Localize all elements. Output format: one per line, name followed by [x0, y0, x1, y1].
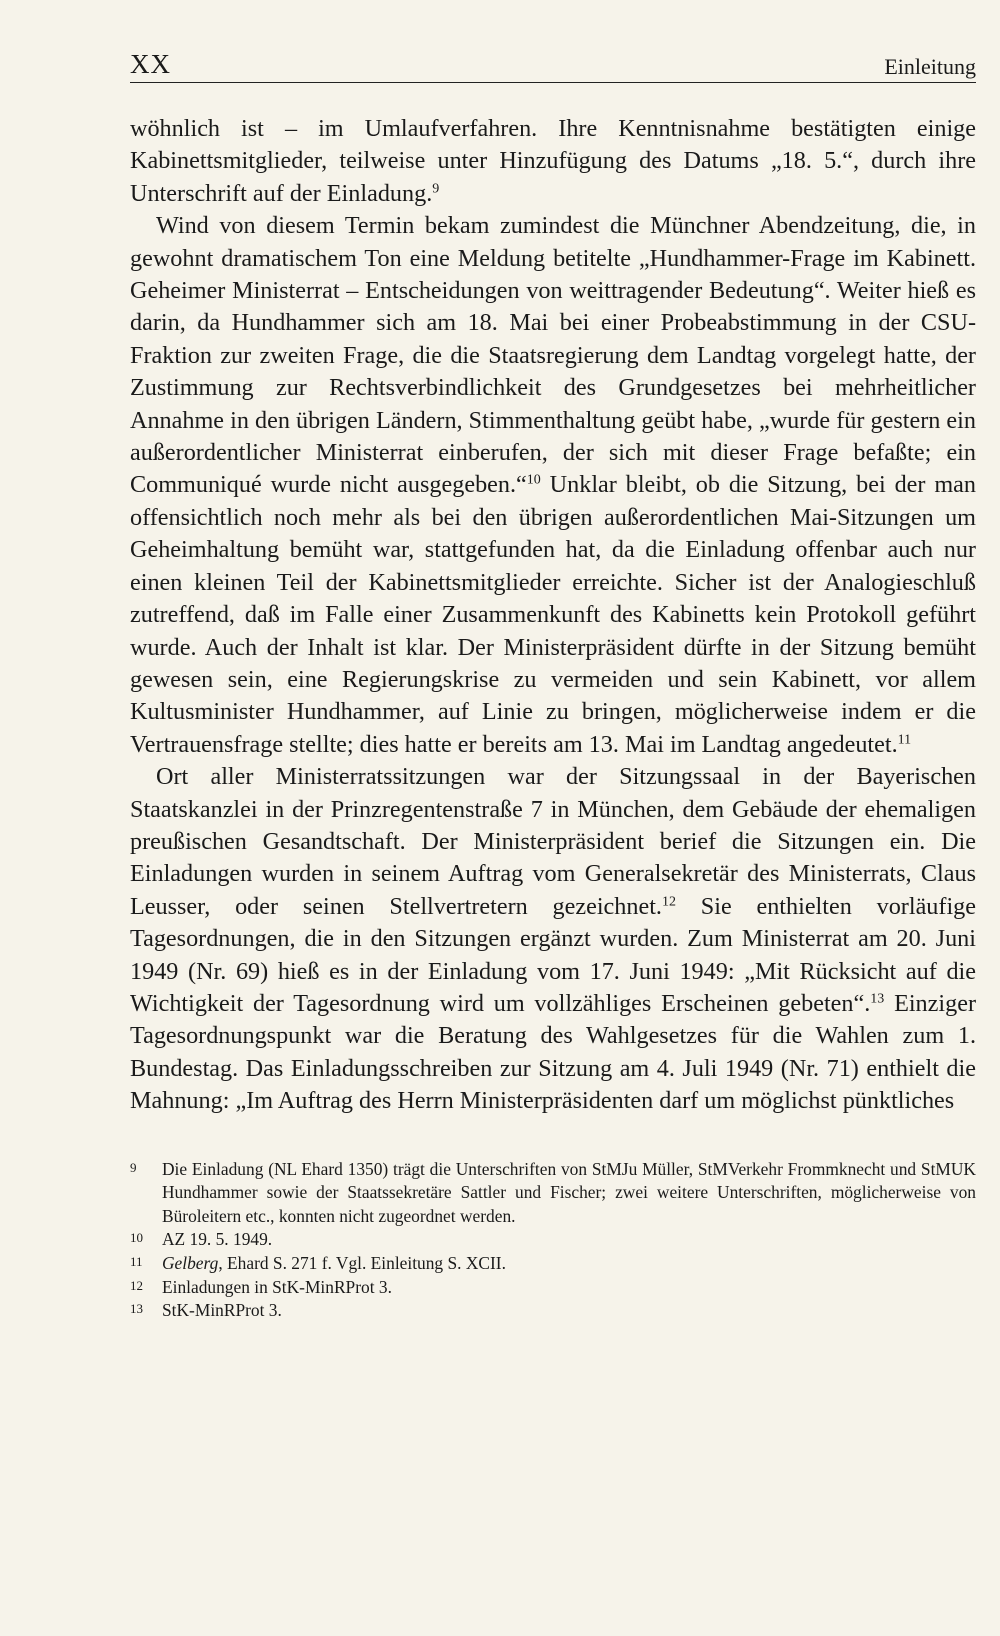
- footnote-ref[interactable]: 12: [661, 894, 676, 910]
- paragraph: [130, 761, 976, 1117]
- paragraph: [130, 210, 976, 761]
- paragraph-text: Ort aller Ministerratssitzungen war der Sitzungssaal in der Bayerischen Staatskanzlei in der Prinzregentenstraße 7 in München, dem Gebäude der ehemaligen preußischen Gesandtschaft. Der Ministerpräsident berief die Sitzungen ein. Die Einladungen wurden in seinem Auftrag vom Generalsekretär des Ministerrats, Claus Leusser, oder seinen Stellvertretern gezeichnet.: [130, 763, 976, 920]
- paragraph-text: Sie enthielten vorläufige Tagesordnungen, die in den Sitzungen ergänzt wurden. Zum Ministerrat am 20. Juni 1949 (Nr. 69) hieß es in der Einladung vom 17. Juni 1949: „Mit Rücksicht auf die Wichtigkeit der Tagesordnung wird um vollzähliges Erscheinen gebeten“.: [130, 892, 976, 1017]
- footnote-number: 10: [130, 1230, 143, 1246]
- paragraph-text: wöhnlich ist – im Umlaufverfahren. Ihre Kenntnisnahme bestätigten einige Kabinettsmitglieder, teilweise unter Hinzufügung des Datums „18. 5.“, durch ihre Unterschrift auf der Einladung.: [130, 115, 976, 207]
- footnote: [130, 1252, 976, 1276]
- paragraph-text: Einziger Tagesordnungspunkt war die Beratung des Wahlgesetzes für die Wahlen zum 1. Bundestag. Das Einladungsschreiben zur Sitzung am 4. Juli 1949 (Nr. 71) enthielt die Mahnung: „Im Auftrag des Herrn Ministerpräsidenten darf um möglichst pünktliches: [130, 989, 976, 1115]
- footnote-text: Die Einladung (NL Ehard 1350) trägt die Unterschriften von StMJu Müller, StMVerkehr Frommknecht und StMUK Hundhammer sowie der Staatssekretäre Sattler und Fischer; zwei weitere Unterschriften, möglicherweise von Büroleitern etc., konnten nicht zugeordnet werden.: [162, 1158, 976, 1226]
- body-text: [130, 113, 976, 1118]
- page: [130, 44, 976, 1323]
- paragraph-text: Wind von diesem Termin bekam zumindest die Münchner Abendzeitung, die, in gewohnt dramatischem Ton eine Meldung betitelte „Hundhammer-Frage im Kabinett. Geheimer Ministerrat – Entscheidungen von weittragender Bedeutung“. Weiter hieß es darin, da Hundhammer sich am 18. Mai bei einer Probeabstimmung in der CSU-Fraktion zur zweiten Frage, die die Staatsregierung dem Landtag vorgelegt hatte, der Zustimmung zur Rechtsverbindlichkeit des Grundgesetzes bei mehrheitlicher Annahme in den übrigen Ländern, Stimmenthaltung geübt habe, „wurde für gestern ein außerordentlicher Ministerrat einberufen, der sich mit dieser Frage befaßte; ein Communiqué wurde nicht ausgegeben.“: [130, 212, 976, 499]
- section-title: Einleitung: [884, 54, 976, 79]
- footnote-number: 11: [130, 1253, 143, 1269]
- footnotes: [130, 1158, 976, 1323]
- footnote-author: Gelberg: [162, 1252, 219, 1273]
- footnote-number: 13: [130, 1301, 143, 1317]
- footnote-ref[interactable]: 11: [897, 732, 912, 748]
- paragraph: [130, 113, 976, 210]
- footnote: [130, 1299, 976, 1323]
- footnote-number: 12: [130, 1277, 143, 1293]
- footnote-text: [162, 1252, 976, 1276]
- page-number: XX: [130, 49, 171, 79]
- footnote-text-rest: , Ehard S. 271 f. Vgl. Einleitung S. XCII.: [218, 1252, 506, 1273]
- footnote-ref[interactable]: 13: [870, 991, 885, 1007]
- footnote-text: Einladungen in StK-MinRProt 3.: [162, 1276, 392, 1297]
- footnote: [130, 1276, 976, 1300]
- paragraph-text: Unklar bleibt, ob die Sitzung, bei der man offensichtlich noch mehr als bei den übrigen außerordentlichen Mai-Sitzungen um Geheimhaltung bemüht war, stattgefunden hat, da die Einladung offenbar auch nur einen kleinen Teil der Kabinettsmitglieder erreichte. Sicher ist der Analogieschluß zutreffend, daß im Falle einer Zusammenkunft des Kabinetts kein Protokoll geführt wurde. Auch der Inhalt ist klar. Der Ministerpräsident dürfte in der Sitzung bemüht gewesen sein, eine Regierungskrise zu vermeiden und sein Kabinett, vor allem Kultusminister Hundhammer, auf Linie zu bringen, möglicherweise indem er die Vertrauensfrage stellte; dies hatte er bereits am 13. Mai im Landtag angedeutet.: [130, 471, 976, 758]
- footnote-text: AZ 19. 5. 1949.: [162, 1229, 273, 1250]
- footnote: [130, 1158, 976, 1229]
- footnote-text: StK-MinRProt 3.: [162, 1300, 282, 1321]
- footnote-ref[interactable]: 10: [526, 473, 541, 489]
- footnote-ref[interactable]: 9: [432, 181, 440, 197]
- footnote: [130, 1228, 976, 1252]
- footnote-number: 9: [130, 1159, 137, 1175]
- running-header: [130, 44, 976, 83]
